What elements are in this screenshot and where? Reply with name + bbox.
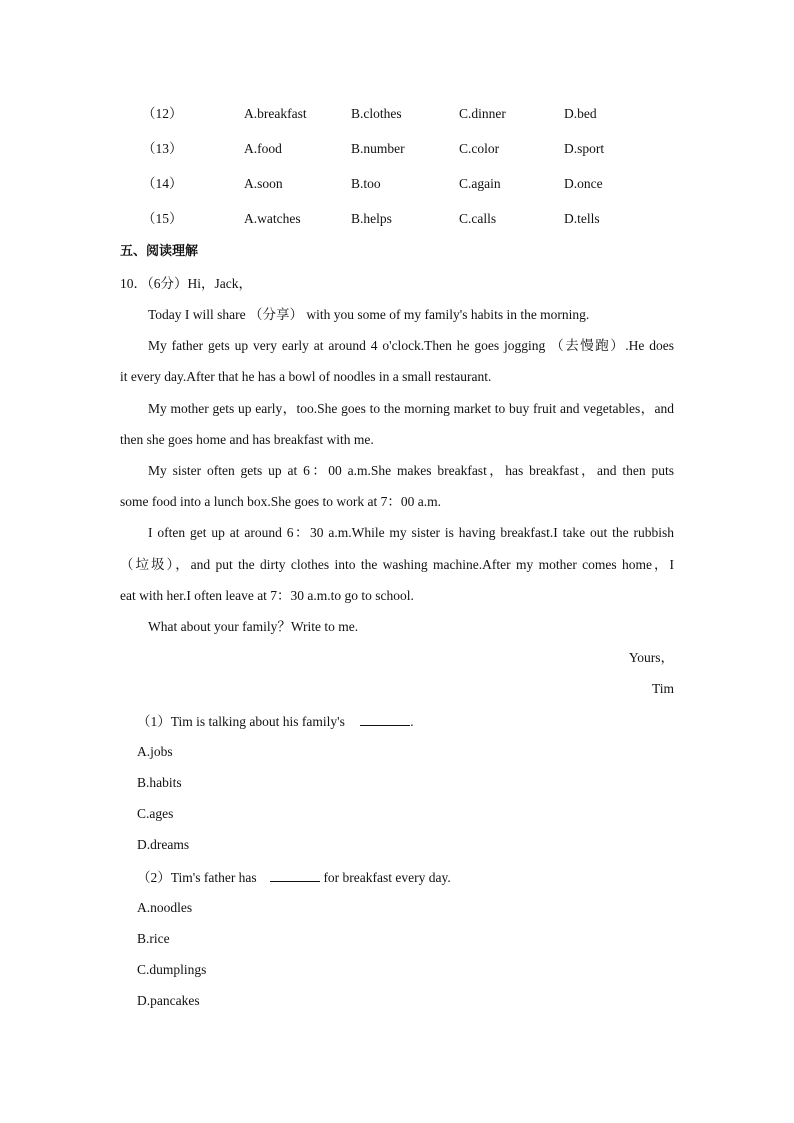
question-number: （13） [142,141,183,156]
option-c: C.color [459,141,500,156]
question-header: 10．（6分）Hi，Jack， [120,276,252,291]
option-d: D.once [564,176,603,191]
letter-paragraph: it every day.After that he has a bowl of noodles in a small restaurant. [120,369,492,384]
letter-paragraph: My mother gets up early，too.She goes to the morning market to buy fruit and vegetables，and [148,401,674,416]
answer-option: D.pancakes [137,993,200,1008]
option-c: C.dinner [459,106,506,121]
letter-signature: Tim [651,681,674,696]
stem-text: （2）Tim's father has [137,870,257,885]
option-b: B.helps [351,211,392,226]
stem-text: . [410,714,414,729]
answer-option: A.jobs [137,744,173,759]
letter-paragraph: （垃圾），and put the dirty clothes into the washing machine.After my mother comes home，I [120,557,674,572]
option-d: D.bed [564,106,597,121]
option-a: A.watches [244,211,301,226]
answer-option: B.rice [137,931,170,946]
option-a: A.food [244,141,282,156]
option-c: C.calls [459,211,497,226]
option-d: D.sport [564,141,605,156]
option-a: A.breakfast [244,106,307,121]
letter-paragraph: My sister often gets up at 6：00 a.m.She makes breakfast，has breakfast，and then puts [148,463,674,478]
option-b: B.clothes [351,106,402,121]
letter-paragraph: Today I will share （分享） with you some of my family's habits in the morning. [148,307,590,322]
section-title: 五、阅读理解 [120,244,199,259]
letter-paragraph: My father gets up very early at around 4 o'clock.Then he goes jogging （去慢跑）.He does [148,338,674,353]
question-stem [137,711,414,731]
question-stem [137,867,451,887]
letter-paragraph: some food into a lunch box.She goes to work at 7：00 a.m. [120,494,441,509]
question-number: （14） [142,176,183,191]
question-number: （15） [142,211,183,226]
answer-blank [360,711,410,726]
letter-closing: Yours， [628,650,674,665]
answer-option: B.habits [137,775,182,790]
option-d: D.tells [564,211,600,226]
stem-text: for breakfast every day. [323,870,451,885]
stem-text: （1）Tim is talking about his family's [137,714,345,729]
answer-option: C.dumplings [137,962,207,977]
letter-paragraph: I often get up at around 6：30 a.m.While my sister is having breakfast.I take out the rubbish [148,525,674,540]
question-number: （12） [142,106,183,121]
letter-paragraph: What about your family？Write to me. [148,619,359,634]
answer-option: C.ages [137,806,174,821]
option-b: B.number [351,141,405,156]
letter-paragraph: eat with her.I often leave at 7：30 a.m.to go to school. [120,588,414,603]
answer-option: A.noodles [137,900,193,915]
answer-option: D.dreams [137,837,190,852]
option-c: C.again [459,176,501,191]
option-a: A.soon [244,176,283,191]
letter-paragraph: then she goes home and has breakfast with me. [120,432,374,447]
option-b: B.too [351,176,381,191]
answer-blank [270,867,320,882]
